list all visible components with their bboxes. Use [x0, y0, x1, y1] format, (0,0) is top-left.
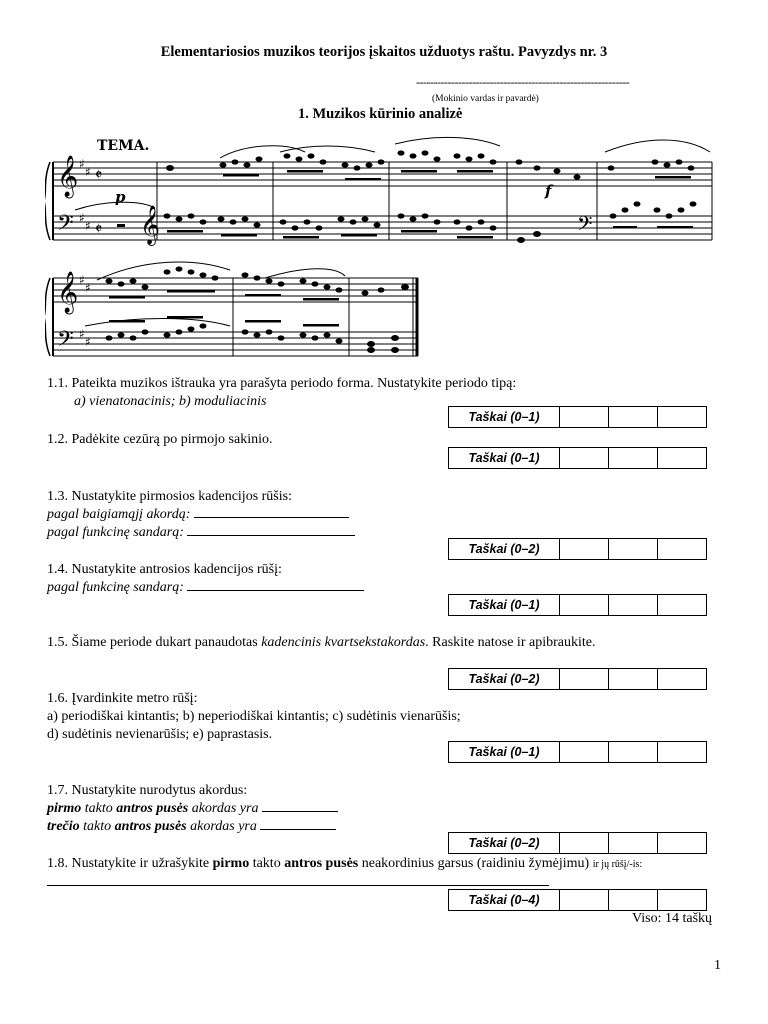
functional-structure-label: pagal funkcinę sandarą:	[47, 580, 184, 595]
answer-blank[interactable]	[194, 506, 349, 518]
score-cell[interactable]	[609, 407, 658, 427]
score-cell[interactable]	[658, 595, 706, 615]
score-cell[interactable]	[560, 448, 609, 468]
score-label: Taškai (0–4)	[449, 890, 560, 910]
score-cell[interactable]	[560, 742, 609, 762]
score-cell[interactable]	[658, 448, 706, 468]
score-box-1-8	[448, 889, 707, 911]
bar-word: takto	[249, 856, 285, 871]
svg-text:𝄵: 𝄵	[95, 219, 103, 238]
question-1-2: 1.2. Padėkite cezūrą po pirmojo sakinio.	[47, 432, 273, 447]
bar-word: takto	[81, 801, 117, 816]
chord-is: akordas yra	[188, 801, 262, 816]
svg-text:♯: ♯	[85, 165, 91, 179]
section-title: 1. Muzikos kūrinio analizė	[298, 106, 463, 122]
page-number: 1	[714, 958, 721, 973]
score-cell[interactable]	[609, 669, 658, 689]
question-1-5	[47, 634, 595, 652]
question-1-1-text: 1.1. Pateikta muzikos ištrauka yra parašyta periodo forma. Nustatykite periodo tipą:	[47, 376, 517, 391]
answer-blank[interactable]	[262, 800, 338, 812]
score-label: Taškai (0–1)	[449, 595, 560, 615]
question-1-7-text: 1.7. Nustatykite nurodytus akordus:	[47, 783, 248, 798]
bass-clef-icon: 𝄢	[57, 327, 74, 357]
svg-text:♯: ♯	[79, 327, 85, 341]
score-cell[interactable]	[560, 407, 609, 427]
svg-text:♯: ♯	[85, 219, 91, 233]
question-1-8	[47, 855, 642, 874]
second-half: antros pusės	[114, 819, 187, 834]
music-score	[45, 130, 725, 370]
question-1-4-text: 1.4. Nustatykite antrosios kadencijos rūšį:	[47, 562, 282, 577]
treble-staff-1	[53, 162, 712, 186]
score-box-1-2	[448, 447, 707, 469]
score-label: Taškai (0–2)	[449, 539, 560, 559]
student-name-line: -------------------------------------------------------------	[416, 75, 630, 89]
page-title: Elementariosios muzikos teorijos įskaitos užduotys raštu. Pavyzdys nr. 3	[160, 44, 608, 60]
question-1-5-text: 1.5. Šiame periode dukart panaudotas	[47, 635, 262, 650]
svg-text:♯: ♯	[85, 281, 91, 295]
score-cell[interactable]	[609, 742, 658, 762]
student-name-caption: (Mokinio vardas ir pavardė)	[432, 94, 539, 104]
score-cell[interactable]	[560, 890, 609, 910]
score-label: Taškai (0–2)	[449, 669, 560, 689]
score-box-1-6	[448, 741, 707, 763]
score-label: Taškai (0–1)	[449, 407, 560, 427]
score-cell[interactable]	[658, 539, 706, 559]
score-cell[interactable]	[658, 742, 706, 762]
bar-third: trečio	[47, 819, 80, 834]
score-label: Taškai (0–2)	[449, 833, 560, 853]
score-cell[interactable]	[658, 890, 706, 910]
bar-first: pirmo	[212, 856, 250, 871]
notes-system-2	[106, 266, 410, 353]
bar-word: takto	[79, 819, 115, 834]
chord-is: akordas yra	[186, 819, 261, 834]
bass-clef-icon: 𝄢	[577, 212, 593, 240]
score-cell[interactable]	[560, 833, 609, 853]
svg-text:𝄵: 𝄵	[95, 165, 103, 184]
question-1-6-options-a: a) periodiškai kintantis; b) neperiodiškai kintantis; c) sudėtinis vienarūšis;	[47, 709, 461, 724]
answer-blank[interactable]	[260, 818, 336, 830]
dynamic-f: f	[545, 182, 552, 200]
bar-first: pirmo	[47, 801, 82, 816]
question-1-1-options: a) vienatonacinis; b) moduliacinis	[74, 394, 267, 409]
score-cell[interactable]	[609, 890, 658, 910]
final-chord-label: pagal baigiamąjį akordą:	[47, 507, 191, 522]
score-label: Taškai (0–1)	[449, 742, 560, 762]
treble-clef-icon: 𝄞	[140, 205, 161, 245]
score-cell[interactable]	[658, 669, 706, 689]
question-1-7	[47, 782, 338, 836]
bass-clef-icon: 𝄢	[57, 211, 74, 241]
total-points: Viso: 14 taškų	[632, 911, 713, 926]
score-cell[interactable]	[609, 833, 658, 853]
score-cell[interactable]	[609, 539, 658, 559]
score-box-1-4	[448, 594, 707, 616]
question-1-6-options-b: d) sudėtinis nevienarūšis; e) paprastasis.	[47, 727, 273, 742]
svg-text:♯: ♯	[79, 273, 85, 287]
score-box-1-7	[448, 832, 707, 854]
score-cell[interactable]	[658, 833, 706, 853]
score-box-1-1	[448, 406, 707, 428]
question-1-4	[47, 561, 364, 597]
question-1-5-text-end: . Raskite natose ir apibraukite.	[425, 635, 596, 650]
types-note: ir jų rūšį/-is:	[592, 859, 643, 870]
score-label: Taškai (0–1)	[449, 448, 560, 468]
dynamic-p: p	[115, 188, 126, 206]
second-half: antros pusės	[116, 801, 189, 816]
score-cell[interactable]	[609, 448, 658, 468]
question-1-1	[47, 375, 516, 411]
functional-structure-label: pagal funkcinę sandarą:	[47, 525, 184, 540]
question-1-8-text: 1.8. Nustatykite ir užrašykite	[47, 856, 213, 871]
svg-text:♯: ♯	[85, 335, 91, 349]
score-cell[interactable]	[609, 595, 658, 615]
tema-label: TEMA.	[97, 138, 150, 154]
cadential-six-four-term: kadencinis kvartsekstakordas	[261, 635, 426, 650]
score-box-1-5	[448, 668, 707, 690]
score-cell[interactable]	[560, 595, 609, 615]
treble-clef-icon: 𝄞	[57, 156, 79, 197]
question-1-3-text: 1.3. Nustatykite pirmosios kadencijos rūšis:	[47, 489, 292, 504]
score-cell[interactable]	[560, 669, 609, 689]
question-1-6	[47, 690, 461, 744]
second-half: antros pusės	[284, 856, 359, 871]
score-cell[interactable]	[560, 539, 609, 559]
answer-blank[interactable]	[187, 579, 364, 591]
answer-blank[interactable]	[187, 524, 355, 536]
question-1-6-text: 1.6. Įvardinkite metro rūšį:	[47, 691, 198, 706]
treble-clef-icon: 𝄞	[57, 272, 79, 313]
answer-line[interactable]	[47, 885, 549, 886]
question-1-3	[47, 488, 355, 542]
svg-text:♯: ♯	[79, 211, 85, 225]
score-box-1-3	[448, 538, 707, 560]
score-cell[interactable]	[658, 407, 706, 427]
svg-text:♯: ♯	[79, 157, 85, 171]
non-chord-tones-text: neakordinius garsus (raidiniu žymėjimu)	[358, 856, 593, 871]
